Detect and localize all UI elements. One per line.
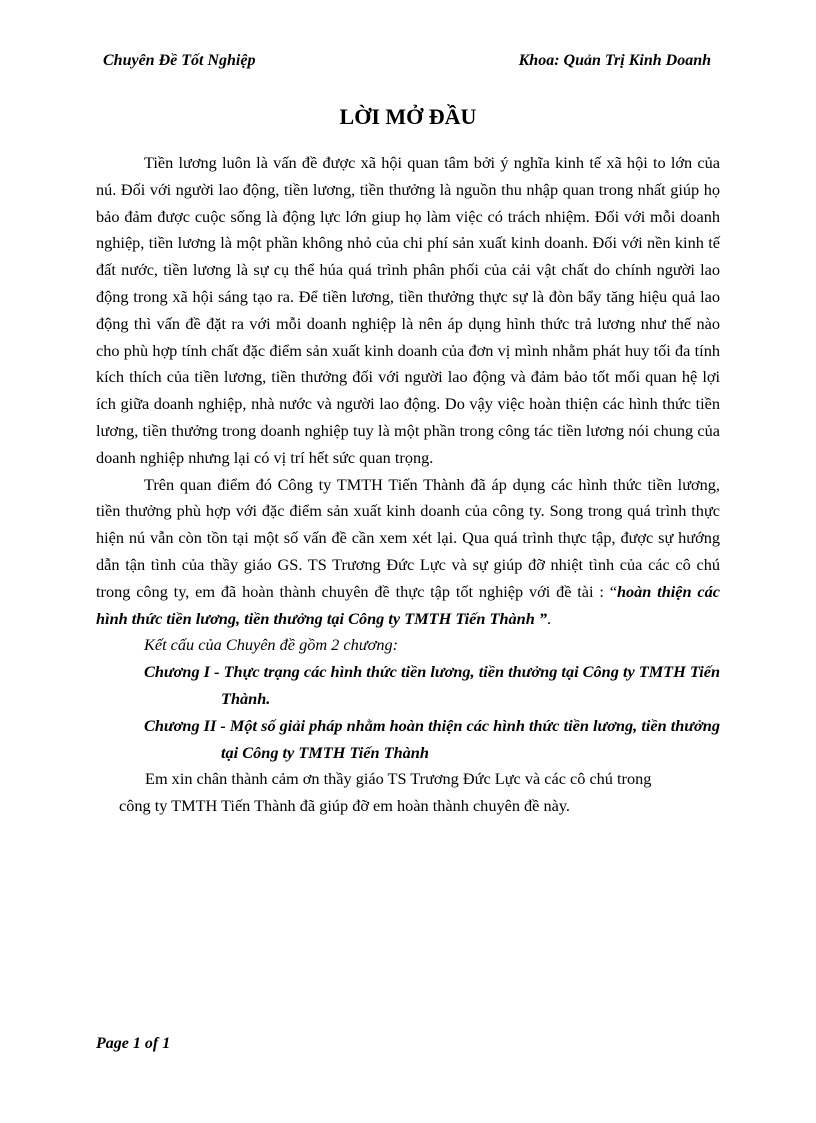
chapter-2: Chương II - Một số giải pháp nhằm hoàn thiện các hình thức tiền lương, tiền thưởng tại Công ty TMTH Tiến Thành: [144, 715, 720, 762]
paragraph-intro: Tiền lương luôn là vấn đề được xã hội quan tâm bởi ý nghĩa kinh tế xã hội to lớn của nú. Đối với người lao động, tiền lương, tiền thưởng là nguồn thu nhập quan trong nhất giúp họ bảo đảm được cuộc sống là động lực lớn giup họ làm việc có trách nhiệm. Đối với mỗi doanh nghiệp, tiền lương là một phần không nhỏ của chi phí sản xuất kinh doanh. Đối với nền kinh tế đất nước, tiền lương là sự cụ thể húa quá trình phân phối của cải vật chất do chính người lao động trong xã hội sáng tạo ra. Để tiền lương, tiền thưởng thực sự là đòn bẩy tăng hiệu quả lao động thì vấn đề đặt ra với mỗi doanh nghiệp là nên áp dụng hình thức trả lương như thế nào cho phù hợp tính chất đặc điểm sản xuất kinh doanh của đơn vị mình nhằm phát huy tối đa tính kích thích của tiền lương, tiền thưởng đối với người lao động và đảm bảo tốt mối quan hệ lợi ích giữa doanh nghiệp, nhà nước và người lao động. Do vậy việc hoàn thiện các hình thức tiền lương, tiền thưởng trong doanh nghiệp tuy là một phần trong công tác tiền lương nói chung của doanh nghiệp nhưng lại có vị trí hết sức quan trọng.: [96, 153, 720, 467]
paragraph-company-text: Trên quan điểm đó Công ty TMTH Tiến Thành đã áp dụng các hình thức tiền lương, tiền thưởng phù hợp với đặc điểm sản xuất kinh doanh của công ty. Song trong quá trình thực hiện nú vẫn còn tồn tại một số vấn đề cần xem xét lại. Qua quá trình thực tập, được sự hướng dẫn tận tình của thầy giáo GS. TS Trương Đức Lực và sự giúp đỡ nhiệt tình của các cô chú trong công ty, em đã hoàn thành chuyên đề thực tập tốt nghiệp với đề tài : “: [96, 474, 720, 601]
page-number: Page 1 of 1: [96, 1035, 171, 1052]
thanks-paragraph: [96, 766, 720, 820]
page-title: LỜI MỞ ĐẦU: [339, 104, 477, 129]
paragraph-company: [96, 472, 720, 633]
structure-intro: Kết cấu của Chuyên đề gồm 2 chương:: [144, 635, 399, 655]
header-right-faculty: Khoa: Quản Trị Kinh Doanh: [518, 52, 711, 69]
header-left-title: Chuyên Đề Tốt Nghiệp: [103, 52, 256, 69]
chapter-1: Chương I - Thực trạng các hình thức tiền lương, tiền thưởng tại Công ty TMTH Tiến Thành.: [144, 662, 721, 708]
thesis-topic: hoàn thiện các hình thức tiền lương, tiền thưởng tại Công ty TMTH Tiến Thành ”: [96, 581, 720, 628]
document-body: [96, 150, 720, 820]
thanks-line-1: Em xin chân thành cảm ơn thầy giáo TS Trương Đức Lực và các cô chú trong: [145, 769, 652, 789]
thanks-line-2: công ty TMTH Tiến Thành đã giúp đỡ em hoàn thành chuyên đề này.: [119, 796, 571, 816]
paragraph-company-end: .: [547, 608, 552, 628]
